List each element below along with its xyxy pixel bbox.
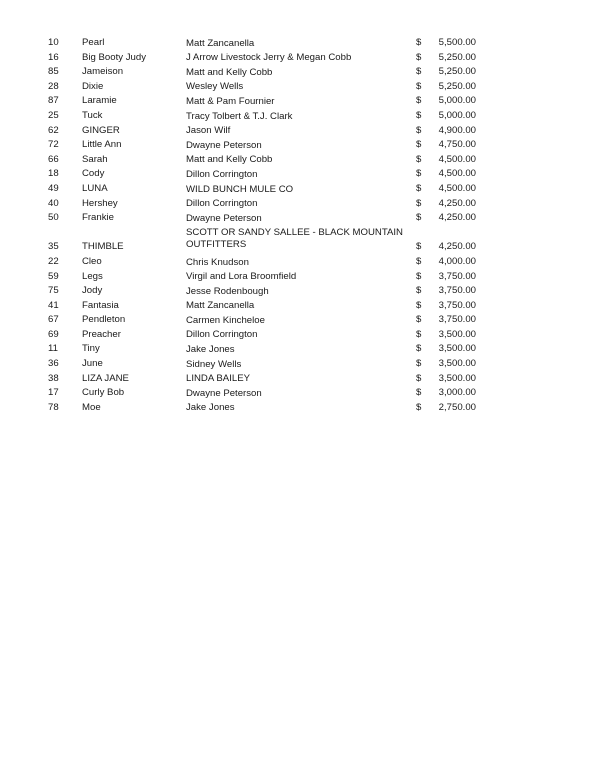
- sale-price: 4,000.00: [438, 255, 476, 267]
- currency-symbol: $: [416, 358, 422, 370]
- animal-name: Pearl: [82, 37, 105, 48]
- currency-symbol: $: [416, 168, 422, 180]
- lot-number: 36: [48, 358, 59, 370]
- table-row: [48, 372, 488, 387]
- table-row: [48, 357, 488, 372]
- buyer-name: Virgil and Lora Broomfield: [186, 271, 297, 283]
- table-row: [48, 167, 488, 182]
- table-row: [48, 80, 488, 95]
- lot-number: 67: [48, 314, 59, 326]
- table-row: [48, 109, 488, 124]
- lot-number: 49: [48, 182, 59, 194]
- animal-name: Sarah: [82, 153, 108, 165]
- animal-name: Tuck: [82, 109, 103, 121]
- animal-name: Jody: [82, 285, 103, 297]
- currency-symbol: $: [416, 124, 422, 136]
- currency-symbol: $: [416, 66, 422, 78]
- animal-name: Fantasia: [82, 299, 119, 311]
- sale-price: 3,500.00: [438, 328, 476, 340]
- lot-number: 78: [48, 401, 59, 413]
- buyer-name: J Arrow Livestock Jerry & Megan Cobb: [186, 52, 352, 64]
- animal-name: Hershey: [82, 197, 118, 209]
- lot-number: 22: [48, 255, 59, 267]
- sale-price: 5,000.00: [438, 109, 476, 121]
- animal-name: Dixie: [82, 80, 104, 92]
- buyer-name: Jason Wilf: [186, 125, 231, 137]
- currency-symbol: $: [416, 387, 422, 399]
- lot-number: 62: [48, 124, 59, 136]
- buyer-name: Jesse Rodenbough: [186, 285, 269, 297]
- currency-symbol: $: [416, 241, 422, 253]
- sale-price: 3,500.00: [438, 358, 476, 370]
- table-row: [48, 153, 488, 168]
- currency-symbol: $: [416, 372, 422, 384]
- sale-price: 4,750.00: [438, 139, 476, 151]
- table-row: [48, 226, 488, 255]
- animal-name: LIZA JANE: [82, 372, 129, 384]
- buyer-name: Dillon Corrington: [186, 168, 258, 180]
- sale-price: 4,500.00: [438, 168, 476, 180]
- buyer-name: Tracy Tolbert & T.J. Clark: [186, 110, 293, 122]
- sale-price: 5,250.00: [438, 80, 476, 92]
- animal-name: Tiny: [82, 343, 100, 355]
- buyer-name: Jake Jones: [186, 402, 235, 414]
- buyer-name: Matt & Pam Fournier: [186, 95, 275, 107]
- animal-name: Legs: [82, 270, 103, 282]
- buyer-name: Dwayne Peterson: [186, 212, 262, 224]
- table-row: [48, 386, 488, 401]
- buyer-name-line: OUTFITTERS: [186, 238, 247, 250]
- sale-price: 4,250.00: [438, 197, 476, 209]
- lot-number: 35: [48, 241, 59, 253]
- buyer-name: [186, 226, 403, 251]
- sale-price: 5,000.00: [438, 95, 476, 107]
- sale-price: 4,250.00: [438, 241, 476, 253]
- animal-name: GINGER: [82, 124, 120, 136]
- table-row: [48, 299, 488, 314]
- animal-name: Jameison: [82, 66, 124, 78]
- sale-price: 5,250.00: [438, 66, 476, 78]
- sale-results-table: [48, 36, 488, 415]
- currency-symbol: $: [416, 197, 422, 209]
- table-row: [48, 94, 488, 109]
- sale-price: 4,250.00: [438, 212, 476, 224]
- table-row: [48, 255, 488, 270]
- animal-name: Moe: [82, 401, 101, 413]
- currency-symbol: $: [416, 80, 422, 92]
- lot-number: 18: [48, 168, 59, 180]
- sale-price: 3,750.00: [438, 270, 476, 282]
- sale-price: 4,500.00: [438, 153, 476, 165]
- table-row: [48, 342, 488, 357]
- buyer-name: Matt Zancanella: [186, 37, 255, 49]
- currency-symbol: $: [416, 95, 422, 107]
- currency-symbol: $: [416, 343, 422, 355]
- sale-price: 3,750.00: [438, 314, 476, 326]
- lot-number: 38: [48, 372, 59, 384]
- currency-symbol: $: [416, 401, 422, 413]
- table-row: [48, 36, 488, 51]
- animal-name: THIMBLE: [82, 241, 124, 253]
- animal-name: Laramie: [82, 95, 117, 107]
- currency-symbol: $: [416, 314, 422, 326]
- sale-price: 3,500.00: [438, 372, 476, 384]
- sale-price: 3,750.00: [438, 285, 476, 297]
- buyer-name: WILD BUNCH MULE CO: [186, 183, 294, 195]
- currency-symbol: $: [416, 255, 422, 267]
- buyer-name: Dwayne Peterson: [186, 139, 262, 151]
- buyer-name: Carmen Kincheloe: [186, 314, 265, 326]
- buyer-name: Chris Knudson: [186, 256, 249, 268]
- currency-symbol: $: [416, 328, 422, 340]
- lot-number: 16: [48, 51, 59, 63]
- table-row: [48, 211, 488, 226]
- lot-number: 40: [48, 197, 59, 209]
- lot-number: 17: [48, 387, 59, 399]
- lot-number: 69: [48, 328, 59, 340]
- currency-symbol: $: [416, 285, 422, 297]
- animal-name: June: [82, 358, 103, 370]
- buyer-name-line: SCOTT OR SANDY SALLEE - BLACK MOUNTAIN: [186, 227, 403, 239]
- lot-number: 87: [48, 95, 59, 107]
- table-row: [48, 270, 488, 285]
- table-row: [48, 65, 488, 80]
- lot-number: 85: [48, 66, 59, 78]
- sale-price: 3,500.00: [438, 343, 476, 355]
- buyer-name: Dwayne Peterson: [186, 387, 262, 399]
- sale-price: 3,000.00: [438, 387, 476, 399]
- lot-number: 28: [48, 80, 59, 92]
- table-row: [48, 51, 488, 66]
- lot-number: 50: [48, 212, 59, 224]
- sale-price: 4,900.00: [438, 124, 476, 136]
- table-row: [48, 313, 488, 328]
- animal-name: Curly Bob: [82, 387, 125, 399]
- animal-name: Cleo: [82, 255, 102, 267]
- buyer-name: Matt Zancanella: [186, 300, 255, 312]
- animal-name: Little Ann: [82, 139, 122, 151]
- buyer-name: Sidney Wells: [186, 358, 242, 370]
- buyer-name: Matt and Kelly Cobb: [186, 66, 273, 78]
- currency-symbol: $: [416, 109, 422, 121]
- animal-name: Big Booty Judy: [82, 51, 146, 63]
- animal-name: LUNA: [82, 182, 108, 194]
- animal-name: Preacher: [82, 328, 121, 340]
- currency-symbol: $: [416, 139, 422, 151]
- lot-number: 59: [48, 270, 59, 282]
- currency-symbol: $: [416, 299, 422, 311]
- currency-symbol: $: [416, 153, 422, 165]
- animal-name: Cody: [82, 168, 105, 180]
- table-row: [48, 284, 488, 299]
- buyer-name: Matt and Kelly Cobb: [186, 154, 273, 166]
- sale-price: 2,750.00: [438, 401, 476, 413]
- animal-name: Pendleton: [82, 314, 126, 326]
- sale-price: 3,750.00: [438, 299, 476, 311]
- lot-number: 75: [48, 285, 59, 297]
- lot-number: 25: [48, 109, 59, 121]
- currency-symbol: $: [416, 182, 422, 194]
- currency-symbol: $: [416, 212, 422, 224]
- buyer-name: LINDA BAILEY: [186, 373, 250, 385]
- table-row: [48, 124, 488, 139]
- lot-number: 10: [48, 37, 59, 48]
- table-row: [48, 182, 488, 197]
- currency-symbol: $: [416, 270, 422, 282]
- buyer-name: Jake Jones: [186, 344, 235, 356]
- buyer-name: Dillon Corrington: [186, 198, 258, 210]
- sale-price: 4,500.00: [438, 182, 476, 194]
- lot-number: 41: [48, 299, 59, 311]
- table-row: [48, 401, 488, 416]
- table-row: [48, 328, 488, 343]
- table-row: [48, 197, 488, 212]
- lot-number: 72: [48, 139, 59, 151]
- sale-price: 5,500.00: [438, 37, 476, 48]
- buyer-name: Wesley Wells: [186, 81, 244, 93]
- lot-number: 66: [48, 153, 59, 165]
- sale-price: 5,250.00: [438, 51, 476, 63]
- table-row: [48, 138, 488, 153]
- currency-symbol: $: [416, 37, 422, 48]
- lot-number: 11: [48, 343, 58, 355]
- currency-symbol: $: [416, 51, 422, 63]
- buyer-name: Dillon Corrington: [186, 329, 258, 341]
- animal-name: Frankie: [82, 212, 114, 224]
